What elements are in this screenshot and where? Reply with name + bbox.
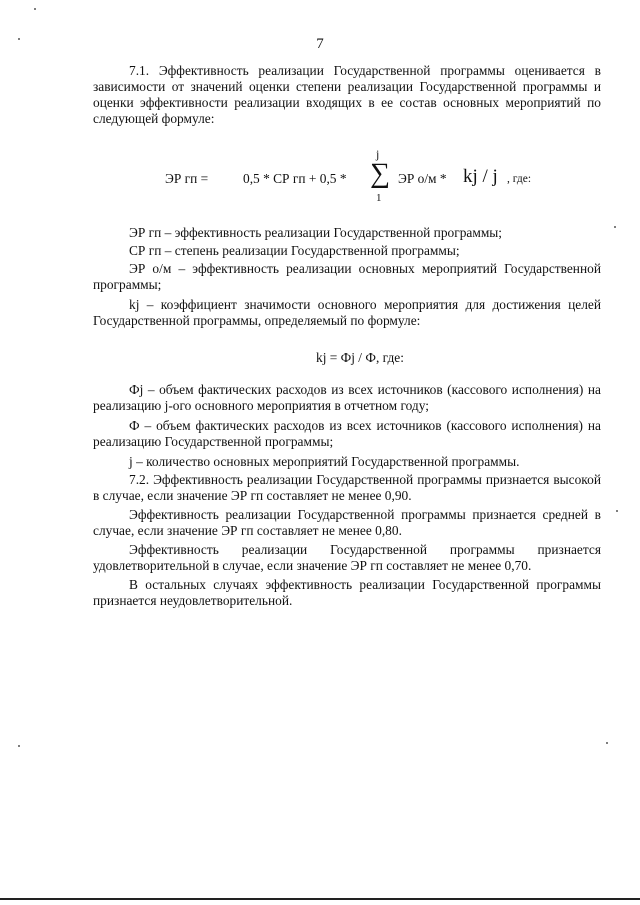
paragraph-satisfactory: Эффективность реализации Государственной программы признается удовлетворительной в случае, если значение ЭР гп составляет не менее 0,70. — [93, 542, 601, 573]
definition-fj: Фj – объем фактических расходов из всех источников (кассового исполнения) на реализацию j-ого основного мероприятия в отчетном году; — [93, 382, 601, 413]
definition-j: j – количество основных мероприятий Государственной программы. — [129, 454, 520, 469]
sum-sign: ∑ — [370, 158, 390, 189]
formula-rhs: 0,5 * СР гп + 0,5 * — [243, 171, 347, 186]
sum-upper-limit: j — [376, 147, 380, 161]
page-number: 7 — [316, 36, 324, 52]
definition-er-gp: ЭР гп – эффективность реализации Государственной программы; — [129, 225, 503, 240]
formula-kj-definition: kj = Фj / Ф, где: — [316, 350, 404, 365]
scan-speck — [18, 38, 20, 40]
paragraph-7-2: 7.2. Эффективность реализации Государственной программы признается высокой в случае, если значение ЭР гп составляет не менее 0,90. — [93, 472, 601, 503]
paragraph-unsatisfactory: В остальных случаях эффективность реализации Государственной программы признается неудовлетворительной. — [93, 577, 601, 608]
formula-kj: kj / j — [463, 166, 498, 187]
paragraph-7-1: 7.1. Эффективность реализации Государственной программы оценивается в зависимости от значений оценки степени реализации Государственной программы и оценки эффективности реализации входящих в ее состав основных мероприятий по следующей формуле: — [93, 63, 601, 126]
formula-tail: , где: — [507, 173, 532, 185]
scan-speck — [34, 8, 36, 10]
definition-sr-gp: СР гп – степень реализации Государственной программы; — [129, 243, 460, 258]
scan-speck — [616, 510, 618, 512]
sum-lower-limit: 1 — [376, 192, 382, 204]
scan-speck — [606, 742, 608, 744]
definition-f: Ф – объем фактических расходов из всех источников (кассового исполнения) на реализацию Государственной программы; — [93, 418, 601, 449]
scan-speck — [18, 745, 20, 747]
formula-term: ЭР о/м * — [398, 171, 447, 186]
definition-kj: kj – коэффициент значимости основного мероприятия для достижения целей Государственной программы, определяемый по формуле: — [93, 297, 601, 328]
scan-speck — [614, 226, 616, 228]
formula-lhs: ЭР гп = — [165, 171, 209, 186]
definition-er-om: ЭР о/м – эффективность реализации основных мероприятий Государственной программы; — [93, 261, 601, 292]
bottom-border-line — [0, 898, 640, 900]
paragraph-medium: Эффективность реализации Государственной программы признается средней в случае, если значение ЭР гп составляет не менее 0,80. — [93, 507, 601, 538]
